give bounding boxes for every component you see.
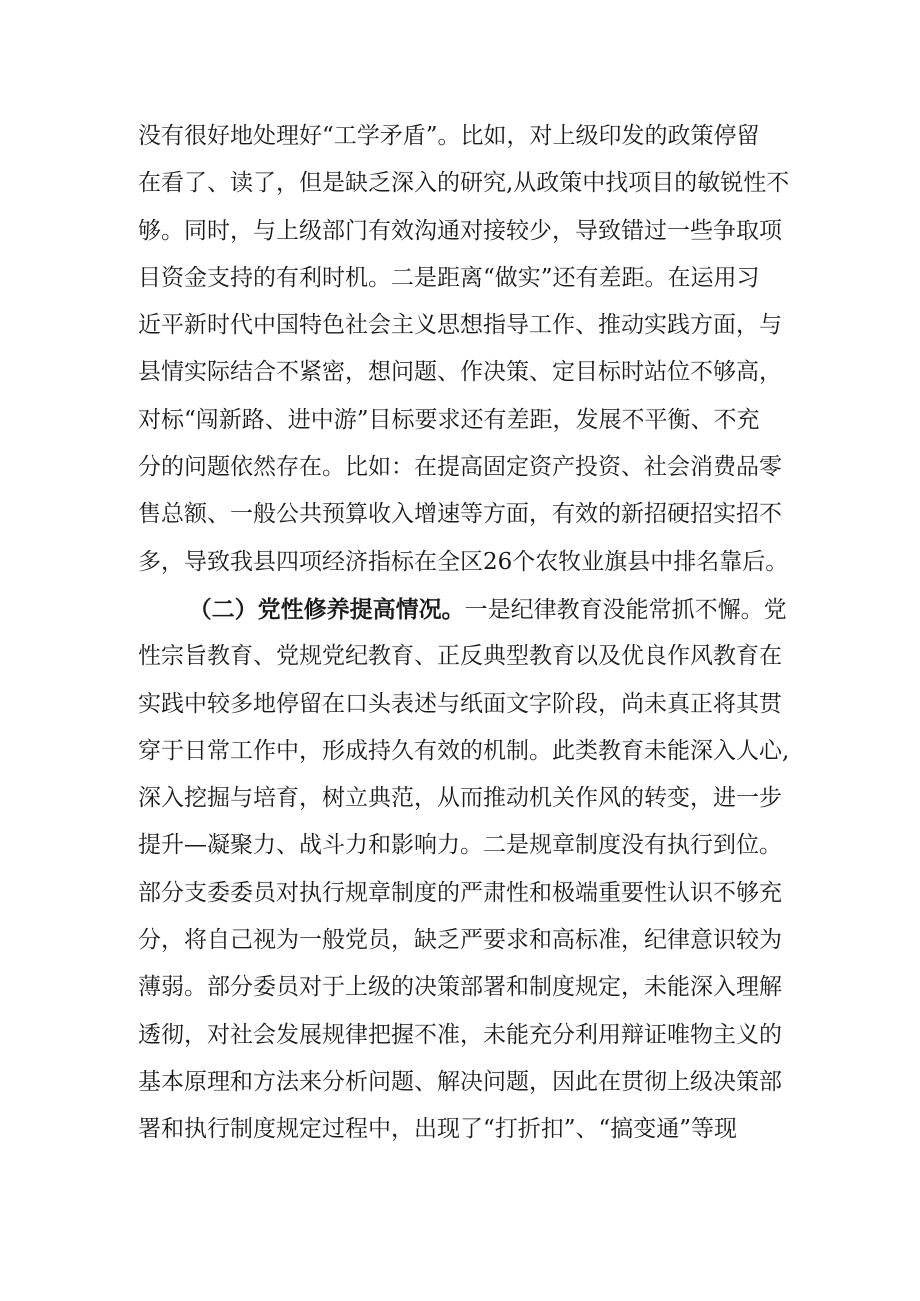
text-line: 售总额、一般公共预算收入增速等方面，有效的新招硬招实招不: [138, 501, 782, 528]
text-line: 实践中较多地停留在口头表述与纸面文字阶段，尚未真正将其贯: [138, 690, 782, 717]
text-line: 穿于日常工作中，形成持久有效的机制。此类教育未能深入人心,: [138, 737, 790, 764]
text-line: 近平新时代中国特色社会主义思想指导工作、推动实践方面，与: [138, 312, 782, 339]
text-line: 性宗旨教育、党规党纪教育、正反典型教育以及优良作风教育在: [138, 643, 782, 670]
text-line: 深入挖掘与培育，树立典范，从而推动机关作风的转变，进一步: [138, 785, 782, 812]
text-line: 分的问题依然存在。比如：在提高固定资产投资、社会消费品零: [138, 454, 782, 481]
section-first-line: [138, 586, 798, 633]
text-line: 县情实际结合不紧密，想问题、作决策、定目标时站位不够高，: [138, 359, 782, 386]
text-line: 部分支委委员对执行规章制度的严肃性和极端重要性认识不够充: [138, 879, 782, 906]
text-line: 透彻，对社会发展规律把握不准，未能充分利用辩证唯物主义的: [138, 1021, 782, 1048]
text-line: 没有很好地处理好“工学矛盾”。比如，对上级印发的政策停留: [138, 123, 760, 149]
section-first-line-text: 一是纪律教育没能常抓不懈。党: [464, 596, 787, 623]
text-line: 够。同时，与上级部门有效沟通对接较少，导致错过一些争取项: [138, 217, 782, 244]
text-line: 多，导致我县四项经济指标在全区26个农牧业旗县中排名靠后。: [138, 548, 789, 575]
text-line: 提升—凝聚力、战斗力和影响力。二是规章制度没有执行到位。: [138, 832, 782, 859]
section-heading: （二）党性修养提高情况。: [188, 595, 465, 623]
text-line: 分，将自己视为一般党员，缺乏严要求和高标准，纪律意识较为: [138, 927, 782, 954]
text-line: 署和执行制度规定过程中，出现了“打折扣”、“搞变通”等现: [138, 1116, 738, 1143]
text-line: 薄弱。部分委员对于上级的决策部署和制度规定，未能深入理解: [138, 974, 782, 1001]
text-line: 在看了、读了，但是缺乏深入的研究,从政策中找项目的敏锐性不: [138, 170, 790, 197]
document-body: [138, 113, 798, 1154]
text-line: 目资金支持的有利时机。二是距离“做实”还有差距。在运用习: [138, 264, 760, 291]
text-line: 基本原理和方法来分析问题、解决问题，因此在贯彻上级决策部: [138, 1068, 782, 1095]
text-line: 对标“闯新路、进中游”目标要求还有差距，发展不平衡、不充: [138, 406, 760, 433]
